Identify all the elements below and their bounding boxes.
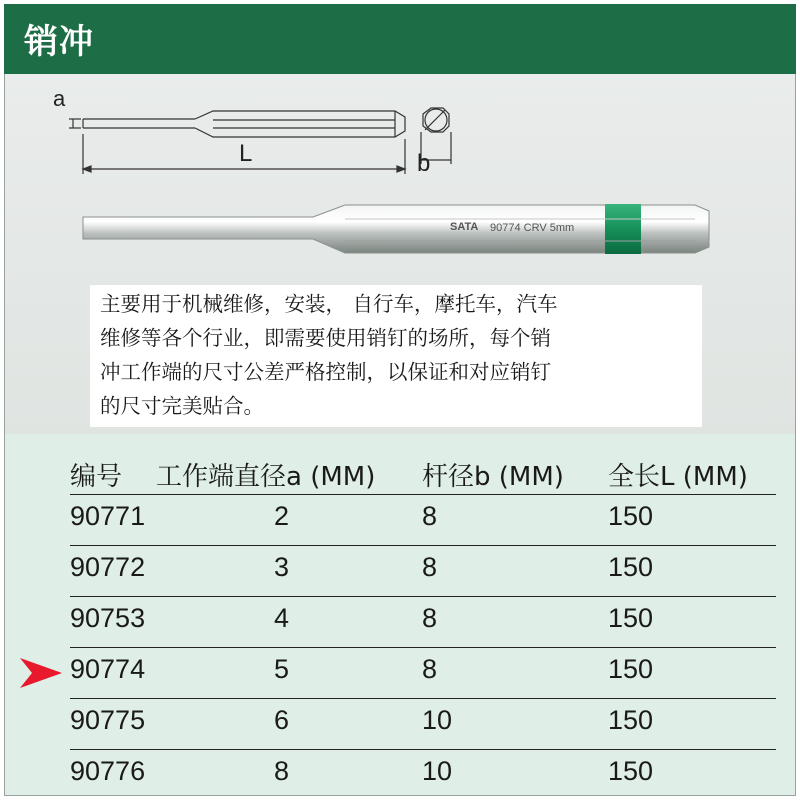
col-header-L: 全长L (MM) <box>608 462 748 492</box>
cell-a: 6 <box>274 705 290 735</box>
table-row <box>70 495 776 546</box>
label-L: L <box>239 140 253 167</box>
cell-L: 150 <box>608 654 654 684</box>
description-text: 主要用于机械维修，安装， 自行车，摩托车，汽车 维修等各个行业，即需要使用销钉的场所，每个销 冲工作端的尺寸公差严格控制，以保证和对应销钉 的尺寸完美贴合。 <box>100 292 558 418</box>
table-row <box>70 699 776 750</box>
table-row <box>70 546 776 597</box>
red-arrow-icon <box>18 656 64 690</box>
cell-b: 10 <box>422 705 453 735</box>
spec-table <box>5 434 795 795</box>
cell-a: 2 <box>274 501 290 531</box>
cell-L: 150 <box>608 705 654 735</box>
label-b: b <box>417 150 431 177</box>
cell-b: 10 <box>422 756 453 786</box>
cell-code: 90775 <box>70 705 146 735</box>
cell-L: 150 <box>608 756 654 786</box>
table-header-row <box>70 444 776 495</box>
dimension-diagram <box>45 84 465 194</box>
cell-code: 90776 <box>70 756 146 786</box>
table-row-highlighted <box>70 648 776 699</box>
cell-L: 150 <box>608 603 654 633</box>
cell-code: 90772 <box>70 552 146 582</box>
engraving-text: 90774 CRV 5mm <box>490 222 575 234</box>
cell-b: 8 <box>422 603 438 633</box>
col-header-code: 编号 <box>70 462 123 492</box>
page-title: 销冲 <box>24 22 94 62</box>
engraving-brand: SATA <box>450 221 479 233</box>
pin-punch-photo <box>75 199 715 269</box>
cell-a: 4 <box>274 603 290 633</box>
cell-code: 90771 <box>70 501 146 531</box>
table-row <box>70 750 776 801</box>
cell-code: 90753 <box>70 603 146 633</box>
cell-b: 8 <box>422 501 438 531</box>
col-header-a: 工作端直径a (MM) <box>156 462 376 492</box>
cell-b: 8 <box>422 654 438 684</box>
cell-a: 8 <box>274 756 290 786</box>
table-row <box>70 597 776 648</box>
cell-L: 150 <box>608 552 654 582</box>
col-header-b: 杆径b (MM) <box>422 462 564 492</box>
cell-b: 8 <box>422 552 438 582</box>
label-a: a <box>53 86 66 111</box>
title-bar <box>4 4 796 74</box>
cell-a: 5 <box>274 654 290 684</box>
cell-L: 150 <box>608 501 654 531</box>
cell-a: 3 <box>274 552 290 582</box>
description-box <box>90 285 702 427</box>
cell-code: 90774 <box>70 654 146 684</box>
